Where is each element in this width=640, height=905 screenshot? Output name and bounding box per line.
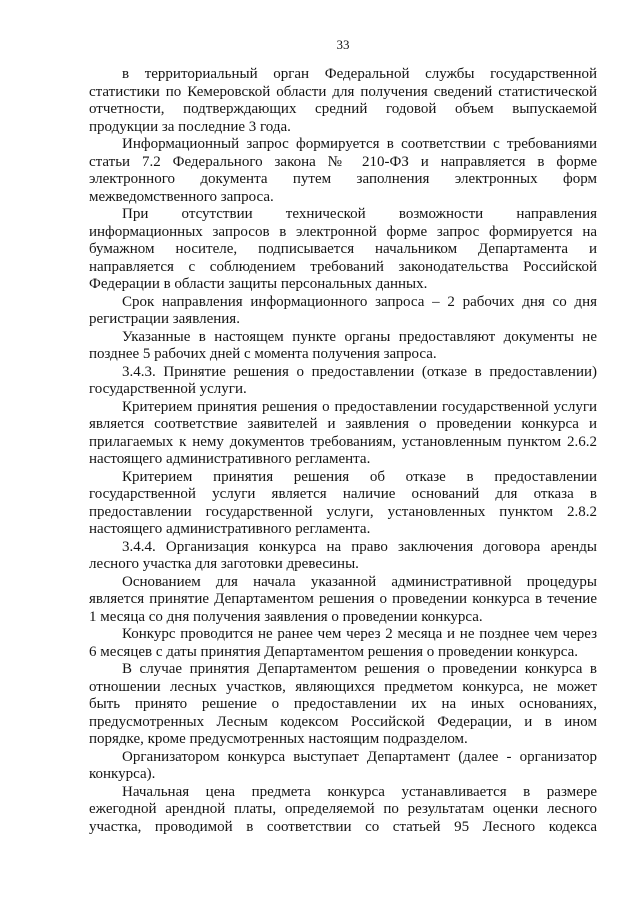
- text-line: Конкурс проводится не ранее чем через 2 месяца и не позднее чем через: [122, 626, 597, 643]
- page-number: 33: [336, 37, 350, 52]
- text-line: отношении лесных участков, являющихся предметом конкурса, не может: [89, 678, 597, 695]
- text-line: отчетности, подтверждающих средний годовой объем выпускаемой: [89, 101, 597, 118]
- text-line: 3.4.3. Принятие решения о предоставлении (отказе в предоставлении): [122, 363, 597, 380]
- text-line: настоящего административного регламента.: [89, 451, 371, 468]
- text-line: является принятие Департаментом решения о проведении конкурса в течение: [89, 591, 597, 608]
- text-line: межведомственного запроса.: [89, 188, 274, 205]
- text-line: позднее 5 рабочих дней с момента получения запроса.: [89, 346, 437, 363]
- paragraph: [89, 626, 597, 661]
- text-line: 6 месяцев с даты принятия Департаментом решения о проведении конкурса.: [89, 643, 579, 660]
- paragraph: [89, 749, 597, 784]
- text-line: Информационный запрос формируется в соответствии с требованиями: [122, 136, 597, 153]
- text-line: электронного документа путем заполнения электронных форм: [89, 171, 597, 188]
- text-line: продукции за последние 3 года.: [89, 118, 291, 135]
- text-line: Срок направления информационного запроса – 2 рабочих дня со дня: [122, 293, 597, 310]
- paragraph: [89, 399, 597, 469]
- text-line: регистрации заявления.: [89, 311, 240, 328]
- text-line: быть принято решение о предоставлении их на иных основаниях,: [89, 696, 597, 713]
- text-line: Организатором конкурса выступает Департамент (далее - организатор: [122, 748, 597, 765]
- text-line: Критерием принятия решения о предоставлении государственной услуги: [122, 398, 597, 415]
- text-line: Федерации в области защиты персональных данных.: [89, 276, 428, 293]
- text-line: порядке, кроме предусмотренных настоящим подразделом.: [89, 731, 468, 748]
- text-line: 1 месяца со дня получения заявления о проведении конкурса.: [89, 608, 483, 625]
- text-line: При отсутствии технической возможности направления: [122, 206, 597, 223]
- text-line: ежегодной арендной платы, определяемой по результатам оценки лесного: [89, 801, 597, 818]
- paragraph: [89, 329, 597, 364]
- text-line: бумажном носителе, подписывается начальником Департамента и: [89, 241, 597, 258]
- text-line: прилагаемых к нему документов требованиям, установленным пунктом 2.6.2: [89, 433, 597, 450]
- paragraph: [89, 294, 597, 329]
- clause-3-4-4: [89, 539, 597, 574]
- clause-3-4-3: [89, 364, 597, 399]
- text-line: настоящего административного регламента.: [89, 521, 371, 538]
- text-line: государственной услуги.: [89, 381, 247, 398]
- paragraph: [89, 784, 597, 837]
- text-line: 3.4.4. Организация конкурса на право заключения договора аренды: [122, 538, 597, 555]
- text-line: статьи 7.2 Федерального закона № 210-ФЗ и направляется в форме: [89, 153, 597, 170]
- text-line: является соответствие заявителей и заявления о проведении конкурса и: [89, 416, 597, 433]
- text-line: предоставлении государственной услуги, установленных пунктом 2.8.2: [89, 503, 597, 520]
- text-line: в территориальный орган Федеральной службы государственной: [122, 66, 597, 83]
- paragraph: [89, 661, 597, 749]
- paragraph: [89, 136, 597, 206]
- text-line: В случае принятия Департаментом решения о проведении конкурса в: [122, 661, 597, 678]
- text-line: направляется с соблюдением требований законодательства Российской: [89, 258, 597, 275]
- text-line: Основанием для начала указанной административной процедуры: [122, 573, 597, 590]
- text-line: статистики по Кемеровской области для получения сведений статистической: [89, 83, 597, 100]
- paragraph: [89, 469, 597, 539]
- document-body: [89, 66, 597, 836]
- text-line: предусмотренных Лесным кодексом Российской Федерации, и в ином: [89, 713, 597, 730]
- text-line: Критерием принятия решения об отказе в предоставлении: [122, 468, 597, 485]
- paragraph: [89, 574, 597, 627]
- text-line: государственной услуги является наличие оснований для отказа в: [89, 486, 597, 503]
- text-line: Начальная цена предмета конкурса устанавливается в размере: [122, 783, 597, 800]
- paragraph: [89, 206, 597, 294]
- text-line: лесного участка для заготовки древесины.: [89, 556, 359, 573]
- text-line: участка, проводимой в соответствии со статьей 95 Лесного кодекса: [89, 818, 597, 835]
- text-line: информационных запросов в электронной форме запрос формируется на: [89, 223, 597, 240]
- text-line: конкурса).: [89, 766, 156, 783]
- paragraph: [89, 66, 597, 136]
- text-line: Указанные в настоящем пункте органы предоставляют документы не: [122, 328, 597, 345]
